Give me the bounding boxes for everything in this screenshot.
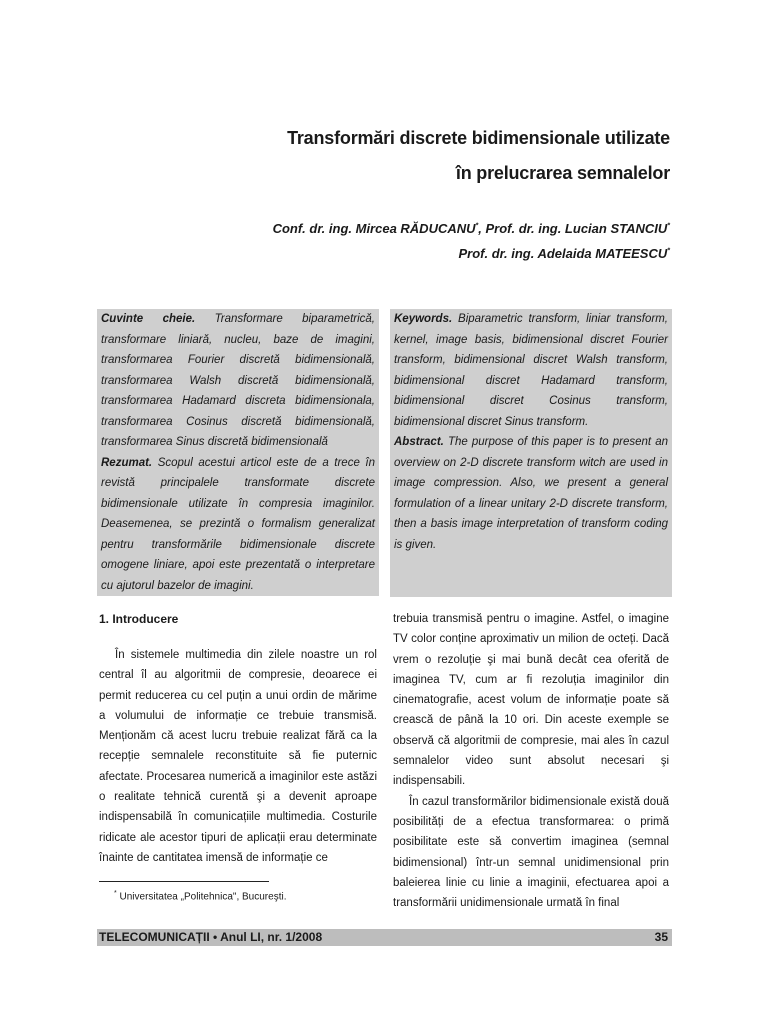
footnote-text: Universitatea „Politehnica", Bucureşti. [116, 891, 287, 903]
footnote [114, 890, 286, 902]
body-column-left [99, 645, 377, 868]
keywords-ro [101, 309, 375, 453]
summary-ro [101, 453, 375, 597]
keywords-en-text: Biparametric transform, liniar transform, kernel, image basis, bidimensional discret Fourier transform, bidimensional discret Walsh transform, bidimensional discret Hadamard transform, bidimensional discret Cosinus transform, bidimensional discret Sinus transform. [394, 313, 668, 428]
body-paragraph: În sistemele multimedia din zilele noastre un rol central îl au algoritmii de compresie, deoarece ei permit reducerea cu cel puțin a unui ordin de mărime a volumului de informație ce trebuie transmisă. Menționăm că acest lucru trebuie realizat fără ca la recepție semnalele reconstituite să fie puternic afectate. Procesarea numerică a imaginilor este astăzi o realitate tehnică curentă şi a devenit aproape indispensabilă în comunicațiile multimedia. Costurile ridicate ale acestor tipuri de aplicații erau determinate înainte de cantitatea imensă de informație ce [99, 649, 377, 864]
author-stanciu: , Prof. dr. ing. Lucian STANCIU [478, 221, 668, 236]
journal-name: TELECOMUNICAȚII • Anul LI, nr. 1/2008 [99, 930, 323, 944]
abstract-box-romanian [97, 309, 379, 596]
body-column-right [393, 609, 669, 913]
paper-title-line-2: în prelucrarea semnalelor [455, 163, 670, 183]
body-paragraph: trebuia transmisă pentru o imagine. Astfel, o imagine TV color conține aproximativ un milion de octeți. Dacă vrem o rezoluție şi mai bună decât cea oferită de imaginea TV, cum ar fi rezoluția imaginilor din cinematografie, acest volum de informație poate să crească de până la 10 ori. Din aceste exemple se observă că algoritmii de compresie, mai ales în cazul semnalelor video sunt absolut necesari şi indispensabili. [393, 613, 669, 788]
footnote-mark: * [114, 890, 117, 897]
keywords-en-label: Keywords. [394, 313, 453, 325]
keywords-en [394, 309, 668, 432]
author-mateescu: Prof. dr. ing. Adelaida MATEESCU [458, 246, 668, 261]
page-footer [97, 929, 672, 946]
paper-title-line-1: Transformări discrete bidimensionale utilizate [287, 128, 670, 148]
authors-line-2 [459, 246, 670, 261]
body-paragraph: În cazul transformărilor bidimensionale există două posibilități de a efectua transformarea: o primă posibilitate este să convertim imaginea (semnal bidimensional) într-un semnal unidimensional prin baleierea linie cu linie a imaginii, efectuarea apoi a transformării unidimensionale urmată în final [393, 795, 669, 910]
abstract-en-text: The purpose of this paper is to present an overview on 2-D discrete transform witch are used in image compression. Also, we present a general formulation of a linear unitary 2-D discrete transform, then a basis image interpretation of transform coding is given. [394, 436, 668, 551]
affiliation-mark: * [667, 222, 670, 230]
keywords-ro-text: Transformare biparametrică, transformare liniară, nucleu, baze de imagini, transformarea Fourier discretă bidimensională, transformarea Walsh discretă bidimensională, transformarea Hadamard discreta bidimensionala, transformarea Cosinus discretă bidimensională, transformarea Sinus discretă bidimensională [101, 313, 375, 448]
page-number: 35 [654, 930, 668, 944]
author-raducanu: Conf. dr. ing. Mircea RĂDUCANU [272, 221, 476, 236]
abstract-box-english [390, 309, 672, 597]
authors-line-1 [273, 221, 670, 236]
summary-ro-text: Scopul acestui articol este de a trece în revistă principalele transformate discrete bidimensionale utilizate în compresia imaginilor. Deasemenea, se prezintă o formalism generalizat pentru transformările bidimensionale discrete omogene liniare, apoi este prezentată o interpretare cu ajutorul bazelor de imagini. [101, 456, 375, 592]
abstract-en-label: Abstract. [394, 436, 444, 448]
abstract-en [394, 432, 668, 555]
keywords-ro-label: Cuvinte cheie. [101, 313, 196, 325]
section-heading: 1. Introducere [99, 612, 179, 626]
affiliation-mark: * [475, 222, 479, 230]
footnote-rule [99, 881, 269, 882]
summary-ro-label: Rezumat. [101, 456, 153, 469]
affiliation-mark: * [667, 247, 670, 255]
